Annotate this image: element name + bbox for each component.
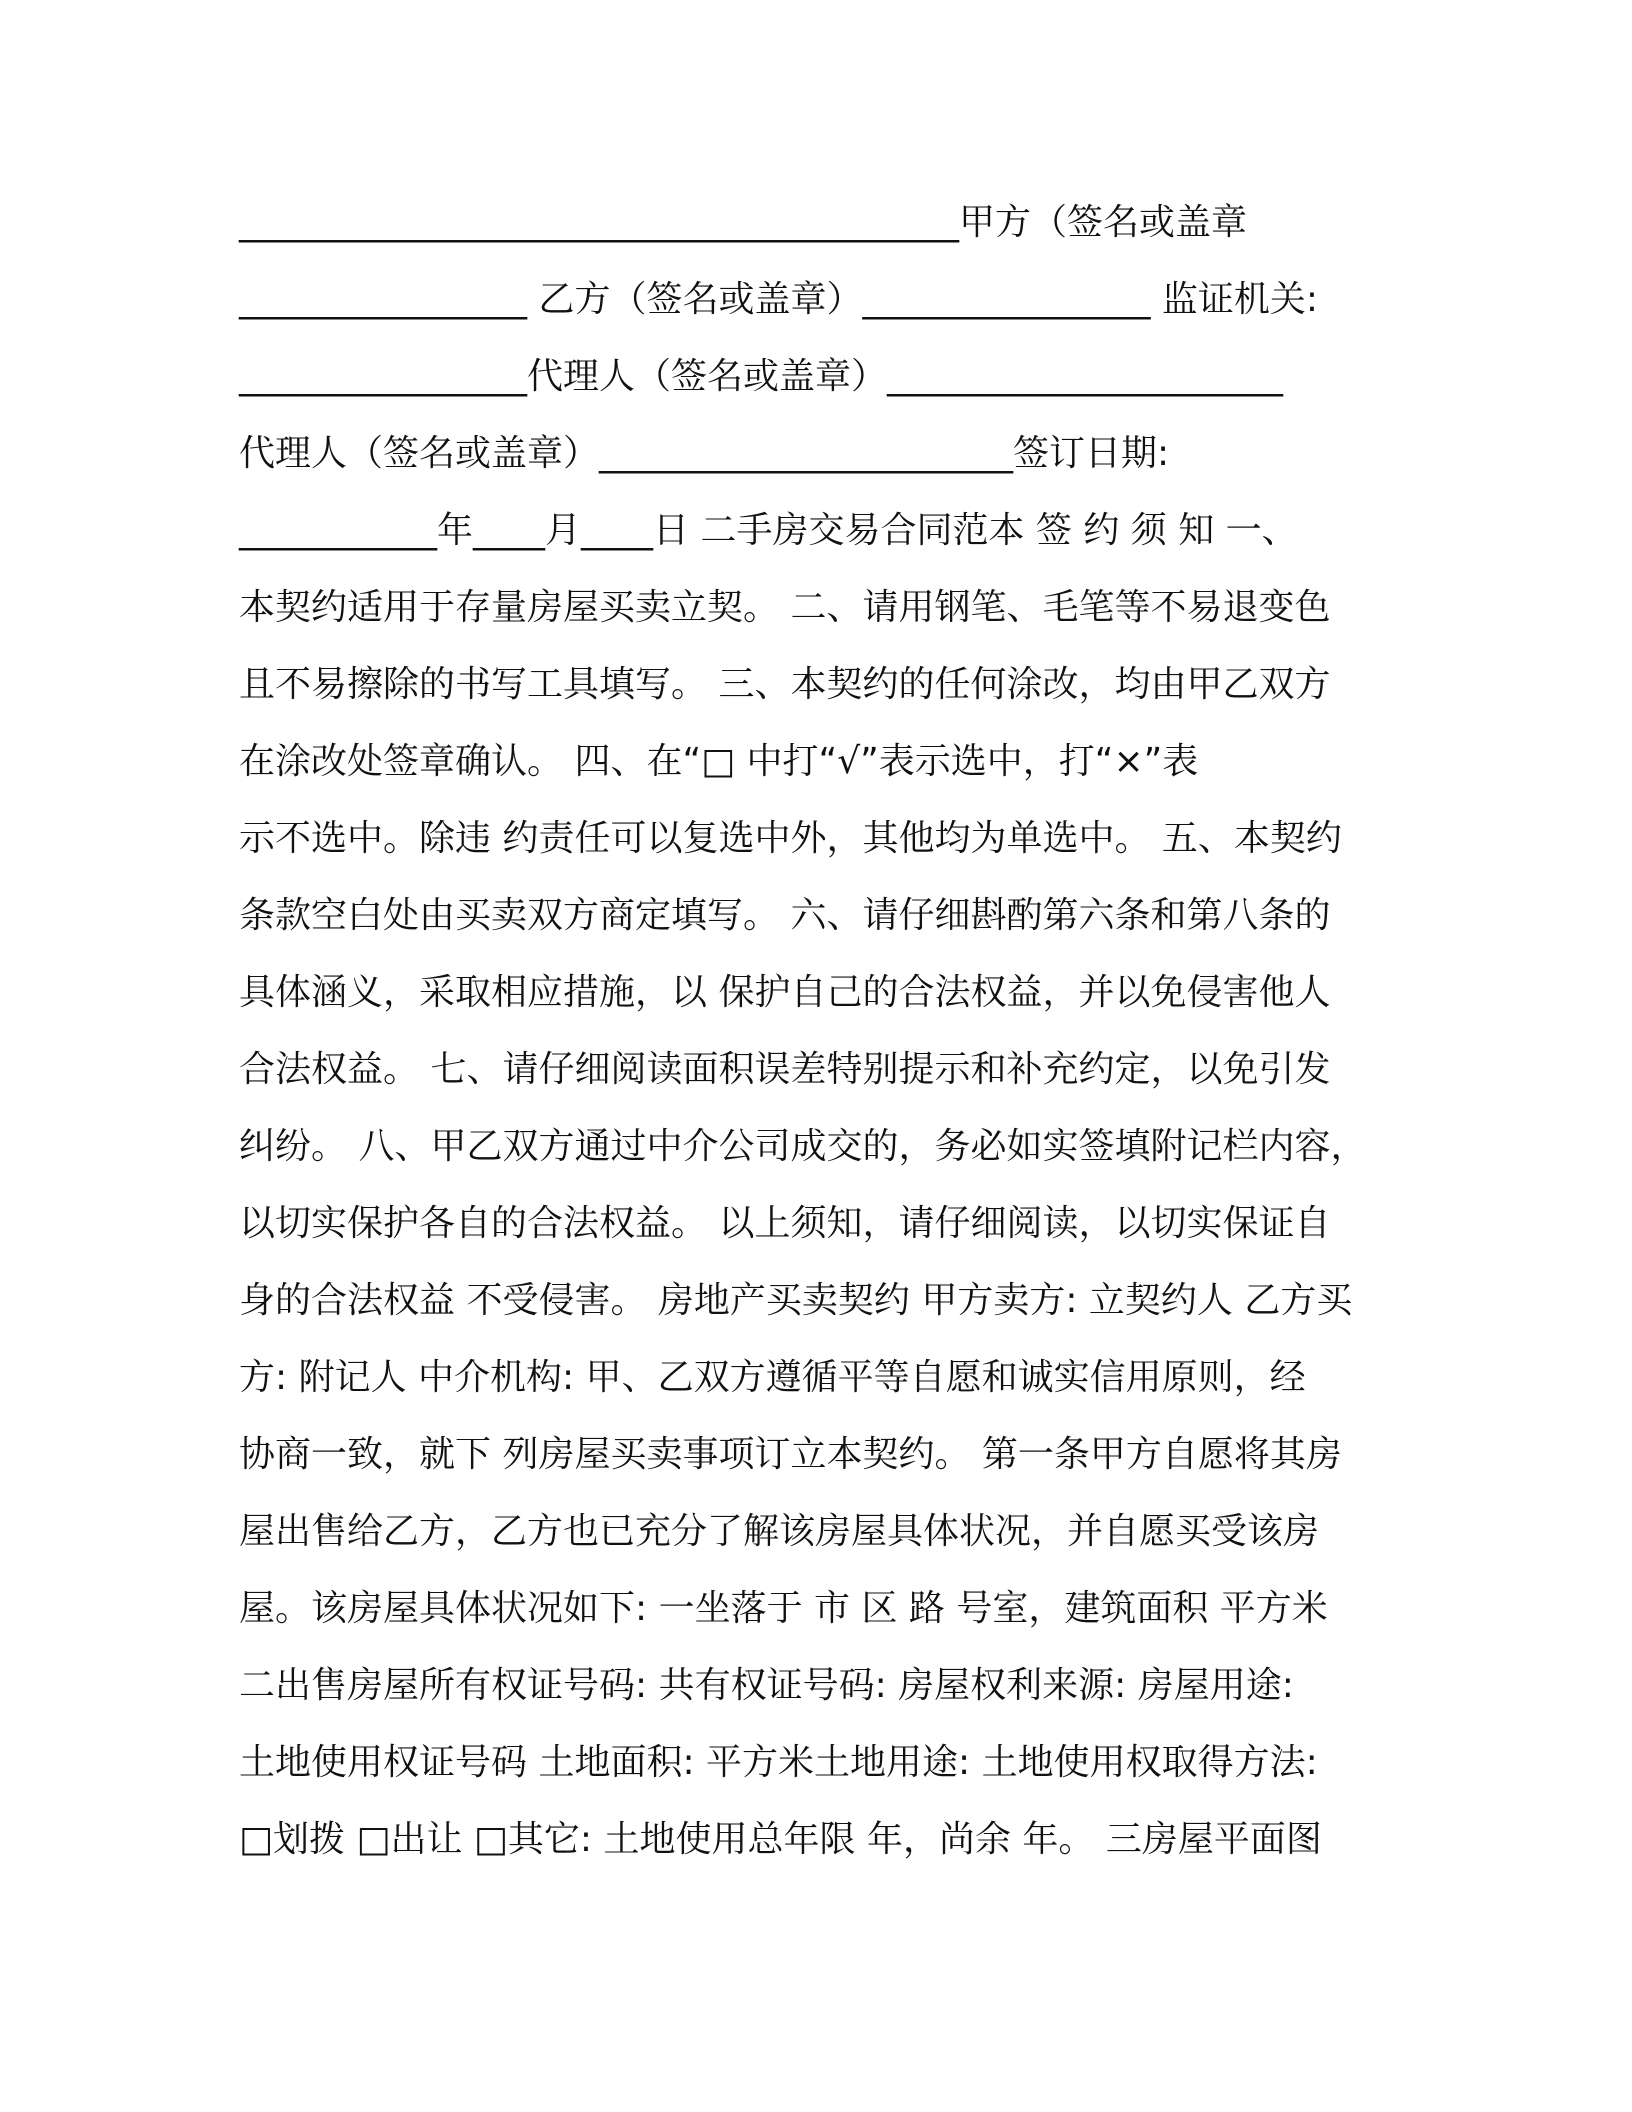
- text-line: 屋出售给乙方，乙方也已充分了解该房屋具体状况，并自愿买受该房: [239, 1511, 1320, 1552]
- text-line: 以切实保护各自的合法权益。 以上须知，请仔细阅读，以切实保证自: [239, 1203, 1331, 1244]
- text-line: 身的合法权益 不受侵害。 房地产买卖契约 甲方卖方: 立契约人 乙方买: [239, 1280, 1353, 1321]
- text-line-signature-party-b: ________________ 乙方（签名或盖章）________________ 监证机关:: [239, 279, 1319, 320]
- text-line: 屋。该房屋具体状况如下: 一坐落于 市 区 路 号室，建筑面积 平方米: [239, 1588, 1328, 1629]
- contract-text: [239, 193, 1399, 1887]
- text-line-date-title: ___________年____月____日 二手房交易合同范本 签 约 须 知 一、: [239, 510, 1298, 551]
- text-line: 合法权益。 七、请仔细阅读面积误差特别提示和补充约定，以免引发: [239, 1049, 1331, 1090]
- text-line-signature-agent: ________________代理人（签名或盖章）______________________: [239, 356, 1284, 397]
- text-line: 纠纷。 八、甲乙双方通过中介公司成交的，务必如实签填附记栏内容，: [239, 1126, 1367, 1167]
- text-line: 具体涵义，采取相应措施，以 保护自己的合法权益，并以免侵害他人: [239, 972, 1331, 1013]
- text-line: 示不选中。除违 约责任可以复选中外，其他均为单选中。 五、本契约: [239, 818, 1342, 859]
- text-line: 条款空白处由买卖双方商定填写。 六、请仔细斟酌第六条和第八条的: [239, 895, 1331, 936]
- text-line: 二出售房屋所有权证号码: 共有权证号码: 房屋权利来源: 房屋用途:: [239, 1665, 1294, 1706]
- text-line: □划拨 □出让 □其它: 土地使用总年限 年，尚余 年。 三房屋平面图: [239, 1819, 1322, 1860]
- text-line: 土地使用权证号码 土地面积: 平方米土地用途: 土地使用权取得方法:: [239, 1742, 1318, 1783]
- text-line: 且不易擦除的书写工具填写。 三、本契约的任何涂改，均由甲乙双方: [239, 664, 1331, 705]
- text-line: 在涂改处签章确认。 四、在“□ 中打“√”表示选中，打“×”表: [239, 741, 1199, 782]
- text-line: 协商一致，就下 列房屋买卖事项订立本契约。 第一条甲方自愿将其房: [239, 1434, 1342, 1475]
- text-line: 方: 附记人 中介机构: 甲、乙双方遵循平等自愿和诚实信用原则，经: [239, 1357, 1306, 1398]
- text-line-signature-party-a: ________________________________________甲方（签名或盖章: [239, 202, 1248, 243]
- text-line: 本契约适用于存量房屋买卖立契。 二、请用钢笔、毛笔等不易退变色: [239, 587, 1331, 628]
- text-line-signing-date: 代理人（签名或盖章）_______________________签订日期:: [239, 433, 1170, 474]
